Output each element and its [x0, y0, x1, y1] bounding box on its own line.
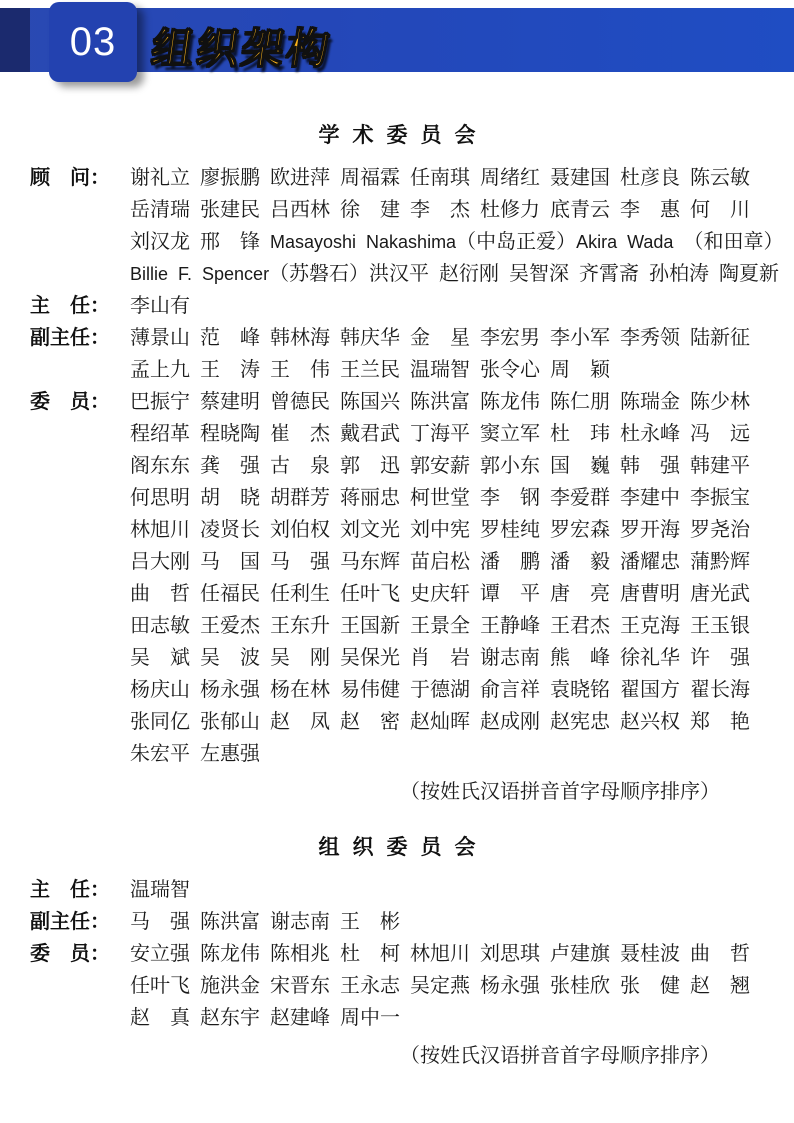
page-header-banner — [0, 0, 794, 92]
latin-name: Masayoshi Nakashima — [270, 232, 457, 252]
cjk-names: 吴 斌 吴 波 吴 刚 吴保光 肖 岩 谢志南 熊 峰 徐礼华 许 强 — [130, 647, 750, 669]
latin-name: Akira Wada — [576, 232, 684, 252]
member-line — [130, 418, 764, 450]
committee-row — [30, 874, 764, 906]
member-line — [130, 642, 764, 674]
member-lines — [130, 874, 764, 906]
cjk-names: （苏磐石）洪汉平 赵衍刚 吴智深 齐霄斋 孙柏涛 陶夏新 — [269, 263, 780, 285]
sort-note: （按姓氏汉语拼音首字母顺序排序） — [400, 1045, 720, 1067]
cjk-names: （中岛正爱） — [456, 231, 577, 253]
cjk-names: 马 强 陈洪富 谢志南 王 彬 — [130, 911, 400, 933]
committee-row — [30, 938, 764, 1034]
cjk-names: 阁东东 龚 强 古 泉 郭 迅 郭安薪 郭小东 国 巍 韩 强 韩建平 — [130, 455, 750, 477]
section-number: 03 — [69, 19, 117, 64]
member-lines — [130, 322, 764, 386]
cjk-names: 安立强 陈龙伟 陈相兆 杜 柯 林旭川 刘思琪 卢建旗 聂桂波 曲 哲 — [130, 943, 750, 965]
cjk-names: 薄景山 范 峰 韩林海 韩庆华 金 星 李宏男 李小军 李秀领 陆新征 — [130, 327, 750, 349]
member-line — [130, 610, 764, 642]
cjk-names: 温瑞智 — [130, 879, 190, 901]
section-title: 学术委员会 — [318, 123, 489, 147]
section-title: 组织委员会 — [318, 835, 489, 859]
row-label: 副主任： — [30, 911, 110, 933]
member-lines — [130, 938, 764, 1034]
member-line — [130, 162, 764, 194]
page-title: 组织架构 — [148, 24, 336, 73]
member-line — [130, 386, 764, 418]
member-line — [130, 322, 764, 354]
cjk-names: 岳清瑞 张建民 吕西林 徐 建 李 杰 杜修力 底青云 李 惠 何 川 — [130, 199, 750, 221]
committee-row — [30, 290, 764, 322]
member-lines — [130, 162, 784, 290]
member-line — [130, 938, 764, 970]
member-line — [130, 546, 764, 578]
section-number-badge — [49, 2, 137, 82]
member-line — [130, 450, 764, 482]
cjk-names: 朱宏平 左惠强 — [130, 743, 260, 765]
member-line — [130, 482, 764, 514]
member-line — [130, 738, 764, 770]
latin-name: Billie F. Spencer — [130, 264, 270, 284]
member-line — [130, 226, 784, 258]
member-line — [130, 906, 764, 938]
member-line — [130, 970, 764, 1002]
member-lines — [130, 906, 764, 938]
member-line — [130, 290, 764, 322]
row-label: 委 员： — [30, 943, 110, 965]
cjk-names: 林旭川 凌贤长 刘伯权 刘文光 刘中宪 罗桂纯 罗宏森 罗开海 罗尧治 — [130, 519, 750, 541]
member-line — [130, 354, 764, 386]
sort-note: （按姓氏汉语拼音首字母顺序排序） — [400, 781, 720, 803]
member-line — [130, 1002, 764, 1034]
cjk-names: 孟上九 王 涛 王 伟 王兰民 温瑞智 张令心 周 颖 — [130, 359, 610, 381]
cjk-names: 巴振宁 蔡建明 曾德民 陈国兴 陈洪富 陈龙伟 陈仁朋 陈瑞金 陈少林 — [130, 391, 750, 413]
cjk-names: 赵 真 赵东宇 赵建峰 周中一 — [130, 1007, 400, 1029]
member-line — [130, 514, 764, 546]
cjk-names: （和田章） — [683, 231, 784, 253]
member-line — [130, 194, 764, 226]
cjk-names: 张同亿 张郁山 赵 凤 赵 密 赵灿晖 赵成刚 赵宪忠 赵兴权 郑 艳 — [130, 711, 750, 733]
cjk-names: 谢礼立 廖振鹏 欧进萍 周福霖 任南琪 周绪红 聂建国 杜彦良 陈云敏 — [130, 167, 750, 189]
cjk-names: 杨庆山 杨永强 杨在林 易伟健 于德湖 俞言祥 袁晓铭 翟国方 翟长海 — [130, 679, 750, 701]
cjk-names: 任叶飞 施洪金 宋晋东 王永志 吴定燕 杨永强 张桂欣 张 健 赵 翘 — [130, 975, 750, 997]
row-label: 顾 问： — [30, 167, 110, 189]
cjk-names: 何思明 胡 晓 胡群芳 蒋丽忠 柯世堂 李 钢 李爱群 李建中 李振宝 — [130, 487, 750, 509]
cjk-names: 吕大刚 马 国 马 强 马东辉 苗启松 潘 鹏 潘 毅 潘耀忠 蒲黔辉 — [130, 551, 750, 573]
member-line — [130, 578, 764, 610]
row-label: 委 员： — [30, 391, 110, 413]
member-lines — [130, 290, 764, 322]
section-academic-committee — [30, 122, 784, 808]
member-line — [130, 706, 764, 738]
row-label: 主 任： — [30, 295, 110, 317]
cjk-names: 田志敏 王爱杰 王东升 王国新 王景全 王静峰 王君杰 王克海 王玉银 — [130, 615, 750, 637]
member-line — [130, 874, 764, 906]
member-line — [130, 258, 780, 290]
header-left-edge-block — [0, 8, 30, 72]
cjk-names: 李山有 — [130, 295, 190, 317]
committee-row — [30, 162, 784, 290]
committee-row — [30, 906, 764, 938]
committee-row — [30, 386, 764, 770]
row-label: 主 任： — [30, 879, 110, 901]
member-lines — [130, 386, 764, 770]
cjk-names: 刘汉龙 邢 锋 — [130, 231, 270, 253]
cjk-names: 程绍革 程晓陶 崔 杰 戴君武 丁海平 窦立军 杜 玮 杜永峰 冯 远 — [130, 423, 750, 445]
row-label: 副主任： — [30, 327, 110, 349]
section-organizing-committee — [30, 834, 764, 1072]
committee-row — [30, 322, 764, 386]
member-line — [130, 674, 764, 706]
cjk-names: 曲 哲 任福民 任利生 任叶飞 史庆轩 谭 平 唐 亮 唐曹明 唐光武 — [130, 583, 750, 605]
